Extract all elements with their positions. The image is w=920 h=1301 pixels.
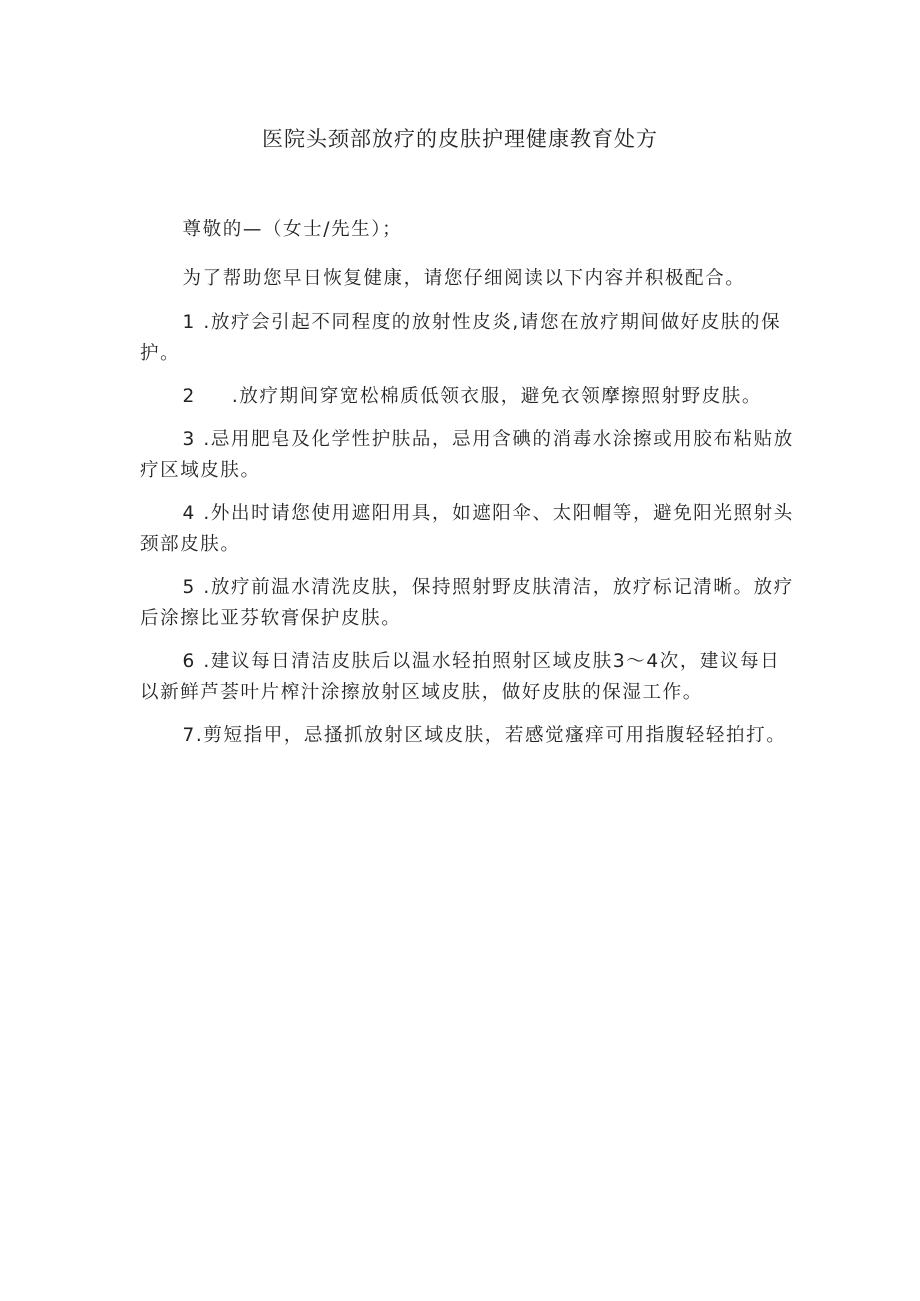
- intro-paragraph: 为了帮助您早日恢复健康，请您仔细阅读以下内容并积极配合。: [182, 268, 746, 289]
- item-text: .放疗期间穿宽松棉质低领衣服，避免衣领摩擦照射野皮肤。: [231, 386, 763, 407]
- list-item: [140, 498, 800, 560]
- item-text: .放疗前温水清洗皮肤，保持照射野皮肤清洁，放疗标记清晰。放疗后涂擦比亚芬软膏保护皮肤。: [140, 577, 794, 629]
- list-item: [140, 424, 800, 486]
- item-number: 2: [182, 386, 196, 407]
- item-number: 5: [182, 577, 196, 598]
- list-item: [140, 720, 800, 751]
- item-text: .建议每日清洁皮肤后以温水轻拍照射区域皮肤3～4次，建议每日以新鲜芦荟叶片榨汁涂擦放射区域皮肤，做好皮肤的保湿工作。: [140, 651, 781, 703]
- item-number: 3: [182, 429, 196, 450]
- document-title: 医院头颈部放疗的皮肤护理健康教育处方: [262, 127, 658, 151]
- item-number: 1: [182, 312, 196, 333]
- item-number: 4: [182, 503, 196, 524]
- list-item: [140, 381, 800, 412]
- list-item: [140, 572, 800, 634]
- item-number: 6: [182, 651, 196, 672]
- item-text: 剪短指甲，忌搔抓放射区域皮肤，若感觉瘙痒可用指腹轻轻拍打。: [203, 725, 787, 746]
- item-text: .外出时请您使用遮阳用具，如遮阳伞、太阳帽等，避免阳光照射头颈部皮肤。: [140, 503, 794, 555]
- item-text: .忌用肥皂及化学性护肤品，忌用含碘的消毒水涂擦或用胶布粘贴放疗区域皮肤。: [140, 429, 794, 481]
- document-body: [140, 214, 800, 763]
- list-item: [140, 307, 800, 369]
- list-item: [140, 646, 800, 708]
- item-number: 7.: [182, 725, 204, 746]
- salutation: 尊敬的—（女士/先生）；: [182, 219, 403, 240]
- item-text: .放疗会引起不同程度的放射性皮炎,请您在放疗期间做好皮肤的保护。: [140, 312, 782, 364]
